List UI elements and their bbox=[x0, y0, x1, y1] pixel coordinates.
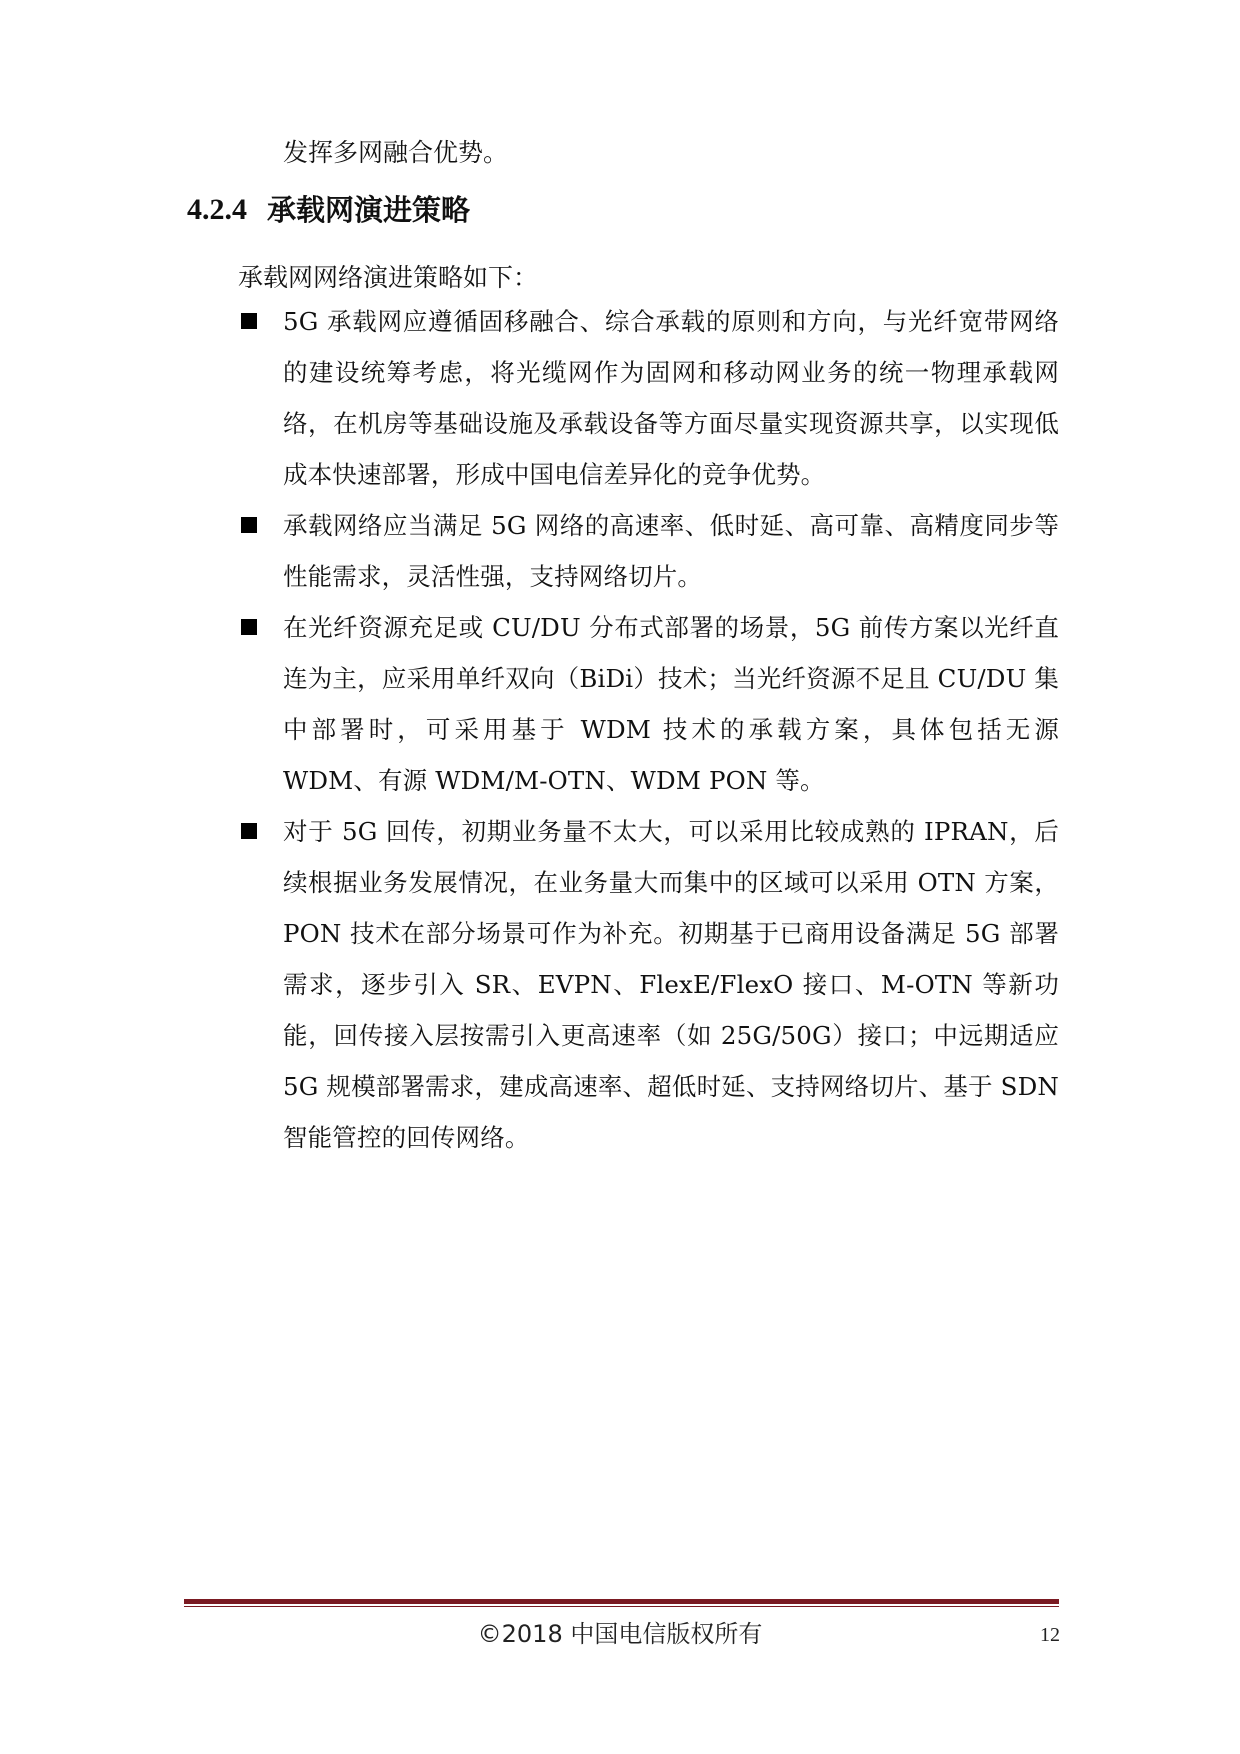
square-bullet-icon bbox=[241, 313, 257, 329]
bullet-list bbox=[283, 296, 1059, 1163]
bullet-text: 5G 承载网应遵循固移融合、综合承载的原则和方向，与光纤宽带网络的建设统筹考虑，将光缆网作为固网和移动网业务的统一物理承载网络，在机房等基础设施及承载设备等方面尽量实现资源共享，以实现低成本快速部署，形成中国电信差异化的竞争优势。 bbox=[283, 307, 1059, 489]
bullet-text: 在光纤资源充足或 CU/DU 分布式部署的场景，5G 前传方案以光纤直连为主，应采用单纤双向（BiDi）技术；当光纤资源不足且 CU/DU 集中部署时，可采用基于 WDM 技术的承载方案，具体包括无源 WDM、有源 WDM/M-OTN、WDM PON 等。 bbox=[283, 613, 1059, 795]
bullet-item bbox=[283, 296, 1059, 500]
square-bullet-icon bbox=[241, 619, 257, 635]
section-title: 承载网演进策略 bbox=[267, 193, 471, 227]
square-bullet-icon bbox=[241, 823, 257, 839]
bullet-text: 对于 5G 回传，初期业务量不太大，可以采用比较成熟的 IPRAN，后续根据业务发展情况，在业务量大而集中的区域可以采用 OTN 方案，PON 技术在部分场景可作为补充。初期基于已商用设备满足 5G 部署需求，逐步引入 SR、EVPN、FlexE/FlexO 接口、M-OTN 等新功能，回传接入层按需引入更高速率（如 25G/50G）接口；中远期适应 5G 规模部署需求，建成高速率、超低时延、支持网络切片、基于 SDN 智能管控的回传网络。 bbox=[283, 817, 1059, 1152]
square-bullet-icon bbox=[241, 517, 257, 533]
section-heading bbox=[187, 188, 470, 232]
footer-divider bbox=[184, 1599, 1059, 1607]
bullet-item bbox=[283, 602, 1059, 806]
intro-paragraph: 承载网网络演进策略如下： bbox=[238, 263, 539, 292]
bullet-item bbox=[283, 500, 1059, 602]
footer-divider-thin-line bbox=[184, 1606, 1059, 1607]
continuation-paragraph: 发挥多网融合优势。 bbox=[283, 138, 509, 167]
section-number: 4.2.4 bbox=[187, 193, 247, 226]
footer-copyright: ©2018 中国电信版权所有 bbox=[477, 1620, 763, 1648]
page-number: 12 bbox=[1040, 1624, 1060, 1646]
bullet-item bbox=[283, 806, 1059, 1163]
bullet-text: 承载网络应当满足 5G 网络的高速率、低时延、高可靠、高精度同步等性能需求，灵活性强，支持网络切片。 bbox=[283, 511, 1059, 591]
footer-divider-thick-line bbox=[184, 1599, 1059, 1604]
